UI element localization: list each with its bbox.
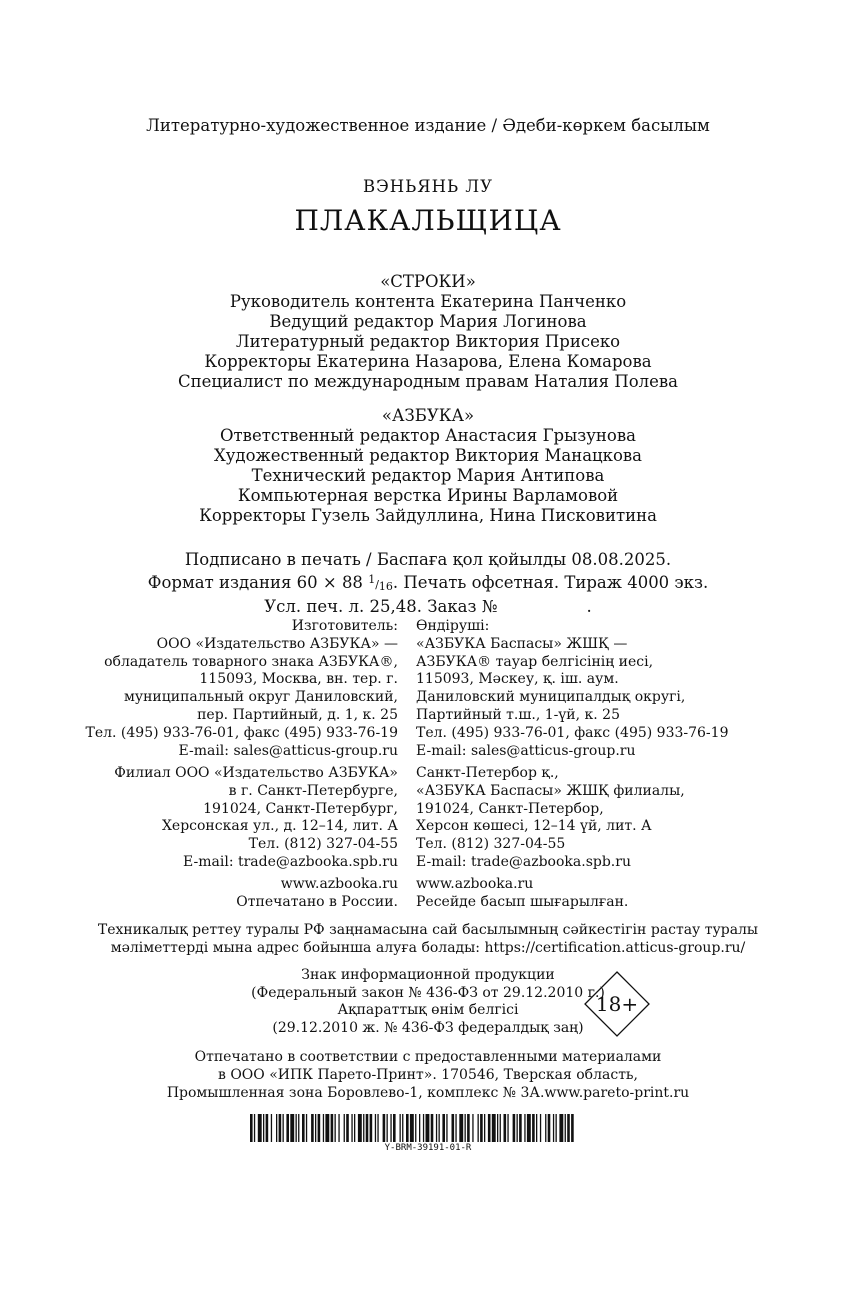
credit-line: Компьютерная верстка Ирины Варламовой [237, 486, 619, 505]
info-sign-line: Знак информационной продукции [301, 967, 555, 983]
branch-ru-line: Филиал ООО «Издательство АЗБУКА» [114, 765, 398, 781]
mfg-kz-line: «АЗБУКА Баспасы» ЖШҚ — [416, 635, 628, 652]
barcode-bar [318, 1114, 321, 1142]
branch-ru-line: в г. Санкт-Петербурге, [228, 782, 398, 799]
barcode-bar [459, 1114, 463, 1142]
barcode-bar [527, 1114, 531, 1142]
barcode-bar [467, 1114, 470, 1142]
azbuka-credits [0, 406, 856, 526]
barcode-bar [393, 1114, 396, 1142]
branch-kz-line: Тел. (812) 327-04-55 [416, 836, 566, 853]
barcode-bar [484, 1114, 485, 1142]
barcode-bar [446, 1114, 447, 1142]
barcode-bar [567, 1114, 570, 1142]
barcode-bar [271, 1114, 272, 1142]
barcode-bar [311, 1114, 314, 1142]
printed-line: в ООО «ИПК Парето-Принт». 170546, Тверская область, [217, 1067, 639, 1083]
branch-ru-line: Тел. (812) 327-04-55 [248, 836, 398, 853]
barcode-bar [279, 1114, 282, 1142]
barcode-bar [325, 1114, 329, 1142]
web-kz [416, 876, 628, 912]
barcode-bar [524, 1114, 525, 1142]
barcode-bar [266, 1114, 269, 1142]
barcode-bar [497, 1114, 498, 1142]
age-rating-diamond-icon [584, 971, 650, 1037]
barcode-bar [406, 1114, 409, 1142]
barcode-bar [331, 1114, 334, 1142]
credit-line: Руководитель контента Екатерина Панченко [229, 292, 627, 311]
barcode-bar [513, 1114, 516, 1142]
barcode-bar [283, 1114, 284, 1142]
barcode-bar [366, 1114, 369, 1142]
credit-line: Технический редактор Мария Антипова [251, 466, 605, 485]
barcode-bar [286, 1114, 289, 1142]
info-product-sign [0, 967, 856, 1037]
info-sign-line: (29.12.2010 ж. № 436-ФЗ федералдық заң) [272, 1019, 584, 1036]
mfg-kz-line: Даниловский муниципалдық округі, [416, 689, 686, 706]
credit-line: Литературный редактор Виктория Присеко [235, 332, 621, 351]
barcode-bar [338, 1114, 339, 1142]
barcode-bar [465, 1114, 466, 1142]
publication-data [0, 550, 856, 617]
mfg-ru-line: пер. Партийный, д. 1, к. 25 [197, 706, 398, 723]
barcode-bars-icon [250, 1114, 580, 1142]
barcode-bar [504, 1114, 507, 1142]
azbuka-heading: «АЗБУКА» [381, 406, 475, 425]
author-name: ВЭНЬЯНЬ ЛУ [362, 177, 494, 196]
branch-ru-email: E-mail: trade@azbooka.spb.ru [183, 853, 398, 870]
barcode-bar [290, 1114, 294, 1142]
barcode-bar [571, 1114, 574, 1142]
branch-kz-line: 191024, Санкт-Петербор, [416, 800, 604, 817]
mfg-ru-line: муниципальный округ Даниловский, [123, 689, 398, 706]
branch-kz-line: Санкт-Петербор қ., [416, 765, 559, 781]
barcode-bar [258, 1114, 262, 1142]
barcode-bar [306, 1114, 307, 1142]
barcode-bar [354, 1114, 355, 1142]
credit-line: Ведущий редактор Мария Логинова [269, 312, 587, 331]
barcode-bar [335, 1114, 336, 1142]
barcode-bar [344, 1114, 345, 1142]
barcode-text: Y-BRM-39191-01-R [384, 1143, 472, 1153]
branch-ru [114, 765, 398, 872]
barcode-bar [442, 1114, 445, 1142]
cert-line: мәліметтерді мына адрес бойынша алуға болады: https://certification.atticus-group.ru/ [110, 940, 746, 956]
branch-ru-line: Херсонская ул., д. 12–14, лит. А [161, 818, 398, 835]
stroki-heading: «СТРОКИ» [380, 272, 476, 291]
barcode-bar [358, 1114, 362, 1142]
website-kz: www.azbooka.ru [416, 876, 534, 892]
branch-kz-line: «АЗБУКА Баспасы» ЖШҚ филиалы, [416, 782, 685, 799]
barcode-bar [480, 1114, 483, 1142]
barcode-bar [532, 1114, 535, 1142]
info-sign-line: (Федеральный закон № 436-ФЗ от 29.12.2010 г.) [251, 984, 605, 1001]
barcode-bar [553, 1114, 554, 1142]
genre-line: Литературно-художественное издание / Әдеби-көркем басылым [146, 116, 710, 135]
age-rating-label: 18+ [595, 992, 639, 1016]
credit-line: Художественный редактор Виктория Манацкова [213, 446, 643, 465]
barcode-bar [370, 1114, 373, 1142]
stroki-credits [0, 272, 856, 392]
barcode-bar [478, 1114, 479, 1142]
barcode-bar [452, 1114, 455, 1142]
mfg-kz-line: 115093, Мәскеу, қ. іш. аум. [416, 671, 619, 688]
barcode-bar [315, 1114, 316, 1142]
printed-in-kz: Ресейде басып шығарылған. [416, 893, 629, 910]
barcode-bar [400, 1114, 401, 1142]
printed-in-ru: Отпечатано в России. [236, 893, 398, 910]
mfg-kz-line: Өндіруші: [416, 618, 490, 634]
branch-kz-line: Херсон көшесі, 12–14 үй, лит. А [416, 818, 652, 835]
info-sign-line: Ақпараттық өнім белгісі [337, 1002, 519, 1018]
barcode-bar [536, 1114, 537, 1142]
barcode-bar [250, 1114, 253, 1142]
book-title: ПЛАКАЛЬЩИЦА [294, 204, 562, 237]
barcode-bar [426, 1114, 430, 1142]
barcode-bar [351, 1114, 352, 1142]
manufacturer-kz [416, 618, 728, 760]
branch-ru-line: 191024, Санкт-Петербург, [203, 800, 398, 817]
signed-date: Подписано в печать / Баспаға қол қойылды 08.08.2025. [184, 550, 672, 569]
barcode-bar [488, 1114, 491, 1142]
cert-line: Техникалық реттеу туралы РФ заңнамасына сай басылымның сәйкестігін растау туралы [97, 922, 759, 938]
mfg-ru-line: ООО «Издательство АЗБУКА» — [156, 635, 398, 652]
barcode-bar [492, 1114, 496, 1142]
barcode-bar [302, 1114, 305, 1142]
barcode-bar [402, 1114, 403, 1142]
mfg-kz-line: АЗБУКА® тауар белгісінің иесі, [416, 653, 654, 670]
order-line: Усл. печ. л. 25,48. Заказ № . [264, 597, 592, 616]
barcode-bar [540, 1114, 541, 1142]
branch-kz-email: E-mail: trade@azbooka.spb.ru [416, 853, 631, 870]
barcode-bar [419, 1114, 420, 1142]
barcode-bar [556, 1114, 557, 1142]
barcode-bar [346, 1114, 349, 1142]
manufacturer-ru [86, 618, 398, 760]
credit-line: Корректоры Гузель Зайдуллина, Нина Писковитина [199, 506, 657, 525]
mfg-ru-line: Изготовитель: [291, 618, 398, 634]
barcode-bar [410, 1114, 414, 1142]
barcode-bar [431, 1114, 434, 1142]
mfg-kz-email: E-mail: sales@atticus-group.ru [416, 742, 636, 759]
printed-line: Отпечатано в соответствии с предоставленными материалами [194, 1049, 662, 1065]
web-ru [236, 876, 398, 912]
barcode-bar [415, 1114, 416, 1142]
credit-line: Ответственный редактор Анастасия Грызунова [220, 426, 636, 445]
barcode-bar [263, 1114, 264, 1142]
mfg-ru-line: 115093, Москва, вн. тер. г. [199, 671, 398, 688]
credit-line: Специалист по международным правам Наталия Полева [177, 372, 679, 391]
barcode-bar [387, 1114, 388, 1142]
barcode-bar [500, 1114, 501, 1142]
barcode-bar [298, 1114, 299, 1142]
mfg-kz-line: Партийный т.ш., 1-үй, к. 25 [416, 706, 620, 723]
branch-kz [416, 765, 685, 872]
credit-line: Корректоры Екатерина Назарова, Елена Комарова [204, 352, 652, 371]
barcode-bar [439, 1114, 440, 1142]
website-ru: www.azbooka.ru [280, 876, 398, 892]
barcode-bar [565, 1114, 566, 1142]
barcode-bar [545, 1114, 546, 1142]
barcode-bar [383, 1114, 386, 1142]
barcode-bar [423, 1114, 424, 1142]
mfg-ru-line: обладатель товарного знака АЗБУКА®, [104, 653, 398, 670]
format-fraction: $^1/_{16}$ [368, 573, 393, 593]
barcode-bar [323, 1114, 324, 1142]
barcode-bar [276, 1114, 277, 1142]
barcode-bar [363, 1114, 364, 1142]
printed-line: Промышленная зона Боровлево-1, комплекс № 3А.www.pareto-print.ru [166, 1085, 690, 1101]
barcode-bar [455, 1114, 456, 1142]
barcode-bar [519, 1114, 522, 1142]
age-rating-badge [584, 971, 650, 1037]
barcode-bar [375, 1114, 376, 1142]
mfg-kz-line: Тел. (495) 933-76-01, факс (495) 933-76-19 [416, 724, 729, 741]
format-line: Формат издания 60 × 88 $^1/_{16}$. Печать офсетная. Тираж 4000 экз. [147, 573, 709, 593]
mfg-ru-email: E-mail: sales@atticus-group.ru [178, 742, 398, 759]
mfg-ru-line: Тел. (495) 933-76-01, факс (495) 933-76-19 [85, 724, 398, 741]
barcode-bar [548, 1114, 551, 1142]
barcode-bar [377, 1114, 378, 1142]
barcode-bar [436, 1114, 437, 1142]
printing-house [0, 1048, 856, 1102]
barcode-bar [254, 1114, 255, 1142]
barcode-bar [472, 1114, 473, 1142]
barcode-bar [559, 1114, 563, 1142]
barcode [250, 1114, 580, 1146]
certification-note [0, 921, 856, 957]
barcode-bar [390, 1114, 391, 1142]
barcode-bar [507, 1114, 508, 1142]
barcode-bar [296, 1114, 297, 1142]
barcode-bar [517, 1114, 518, 1142]
